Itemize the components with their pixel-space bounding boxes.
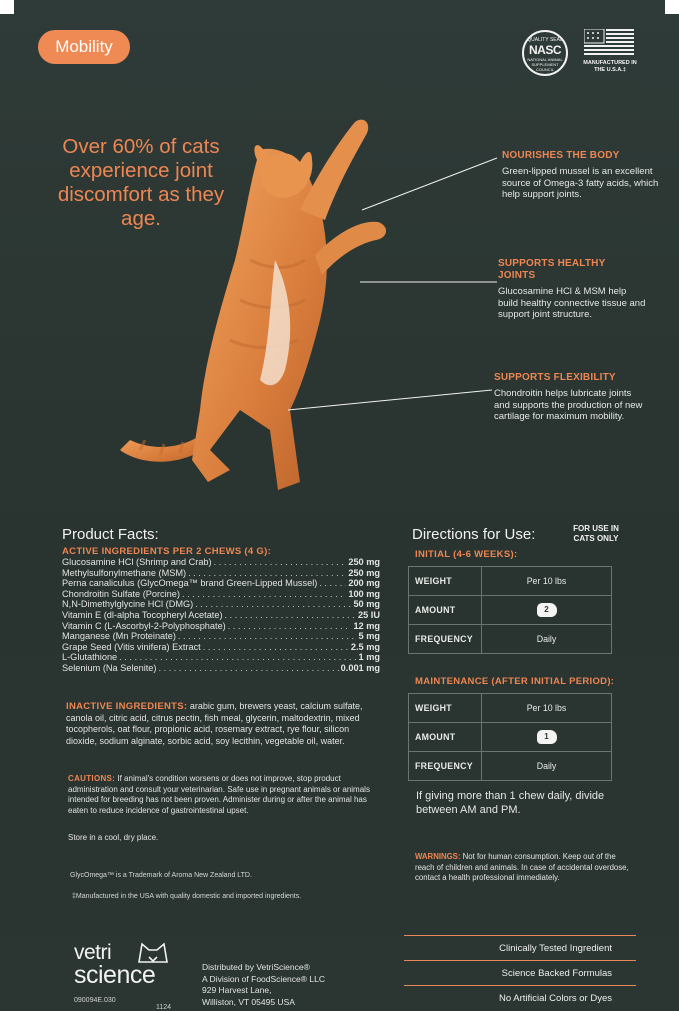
ingredient-amount: 2.5 mg xyxy=(350,641,380,652)
ingredient-row xyxy=(62,599,380,610)
ingredient-name: N,N-Dimethylglycine HCl (DMG) xyxy=(62,599,194,610)
ingredient-amount: 200 mg xyxy=(348,578,380,589)
ingredient-name: Selenium (Na Selenite) xyxy=(62,662,157,673)
directions-title: Directions for Use: xyxy=(412,526,536,543)
callout-nourishes xyxy=(502,150,662,201)
ingredient-row xyxy=(62,610,380,621)
headline: Over 60% of cats experience joint discomfort as they age. xyxy=(57,135,225,230)
claim-item: Clinically Tested Ingredient xyxy=(499,943,612,954)
ingredient-row xyxy=(62,642,380,653)
usa-flag-icon xyxy=(584,29,634,59)
weight-value: Per 10 lbs xyxy=(482,694,612,723)
callout-flexibility xyxy=(494,372,644,423)
leader-dots xyxy=(119,652,356,663)
dosage-note: If giving more than 1 chew daily, divide between AM and PM. xyxy=(416,790,605,816)
ingredient-name: Grape Seed (Vitis vinifera) Extract xyxy=(62,641,201,652)
table-row xyxy=(409,723,612,752)
ingredient-name: Chondroitin Sulfate (Porcine) xyxy=(62,588,180,599)
initial-dosage-table xyxy=(408,566,612,654)
leader-dots xyxy=(158,663,338,674)
product-code: 090094E.030 xyxy=(74,997,116,1004)
ingredient-name: Vitamin E (dl-alpha Tocopheryl Acetate) xyxy=(62,609,223,620)
table-row xyxy=(409,625,612,654)
ingredient-amount: 100 mg xyxy=(348,588,380,599)
ingredient-name: Vitamin C (L-Ascorbyl-2-Polyphosphate) xyxy=(62,620,226,631)
claim-item: Science Backed Formulas xyxy=(501,968,612,979)
callout-title: SUPPORTS HEALTHY JOINTS xyxy=(498,258,606,281)
cautions xyxy=(68,774,373,816)
logo-word-vetri: vetri xyxy=(74,941,112,964)
amount-value xyxy=(482,596,612,625)
ingredient-amount: 25 IU xyxy=(358,609,380,620)
storage-note: Store in a cool, dry place. xyxy=(68,833,159,842)
callout-title: NOURISHES THE BODY xyxy=(502,150,620,161)
table-row xyxy=(409,567,612,596)
cat-head-icon xyxy=(136,940,170,966)
callout-healthy-joints xyxy=(498,258,648,321)
mobility-badge: Mobility xyxy=(38,30,130,64)
ingredient-row xyxy=(62,589,380,600)
inactive-ingredients xyxy=(66,701,376,747)
ingredient-row xyxy=(62,663,380,674)
ingredient-amount: 12 mg xyxy=(353,620,380,631)
maintenance-dosage-table xyxy=(408,693,612,781)
weight-label: WEIGHT xyxy=(409,567,482,596)
amount-label: AMOUNT xyxy=(409,596,482,625)
ingredient-amount: 50 mg xyxy=(353,599,380,610)
distributor-address xyxy=(202,962,325,1008)
leader-dots xyxy=(214,557,347,568)
table-row xyxy=(409,752,612,781)
ingredient-list xyxy=(62,557,380,674)
amount-value xyxy=(482,723,612,752)
inactive-text: arabic gum, brewers yeast, calcium sulfate, canola oil, citric acid, citrus pectin, fish meal, glycerin, maltodextrin, mixed tocopherols, oat flour, propionic acid, rosemary extract, rye flour, silicon dioxide, sodium alginate, sorbic acid, soy lecithin, vegetable oil, water. xyxy=(66,701,363,746)
ingredient-name: Manganese (Mn Proteinate) xyxy=(62,631,176,642)
initial-heading: INITIAL (4-6 WEEKS): xyxy=(415,549,518,560)
ingredient-name: Glucosamine HCl (Shrimp and Crab) xyxy=(62,557,212,567)
claim-item: No Artificial Colors or Dyes xyxy=(499,993,612,1004)
seal-name: NASC xyxy=(528,43,561,57)
seal-top-text: QUALITY SEAL xyxy=(527,37,563,43)
manufactured-note: ‡Manufactured in the USA with quality domestic and imported ingredients. xyxy=(72,893,302,900)
ingredient-row xyxy=(62,568,380,579)
maintenance-heading: MAINTENANCE (AFTER INITIAL PERIOD): xyxy=(415,676,615,687)
logo-word-science: science xyxy=(74,961,156,989)
bag-notch-right xyxy=(665,0,679,14)
product-code-2: 1124 xyxy=(156,1004,172,1011)
ingredient-name: Perna canaliculus (GlycOmega™ brand Green-Lipped Mussel) xyxy=(62,578,318,589)
frequency-label: FREQUENCY xyxy=(409,625,482,654)
nasc-quality-seal xyxy=(522,30,568,76)
amount-label: AMOUNT xyxy=(409,723,482,752)
distributor-line: 929 Harvest Lane, xyxy=(202,985,272,996)
leader-dots xyxy=(178,631,357,642)
callout-text: Chondroitin helps lubricate joints and supports the production of new cartilage for maximum mobility. xyxy=(494,388,643,422)
ingredient-amount: 250 mg xyxy=(348,567,380,578)
product-facts-title: Product Facts: xyxy=(62,526,159,543)
made-in-usa-label: MANUFACTURED IN THE U.S.A.‡ xyxy=(583,60,637,73)
ingredient-row xyxy=(62,652,380,663)
warnings xyxy=(415,852,635,884)
distributor-line: A Division of FoodScience® LLC xyxy=(202,973,325,984)
distributor-line: Williston, VT 05495 USA xyxy=(202,996,295,1007)
ingredient-amount: 0.001 mg xyxy=(340,662,380,673)
active-ingredients-heading: ACTIVE INGREDIENTS PER 2 CHEWS (4 G): xyxy=(62,546,272,557)
leader-dots xyxy=(188,568,346,579)
chew-icon: 2 xyxy=(537,603,557,617)
active-ingredients xyxy=(62,546,380,674)
weight-value: Per 10 lbs xyxy=(482,567,612,596)
leader-dots xyxy=(195,599,351,610)
callout-text: Green-lipped mussel is an excellent source of Omega-3 fatty acids, which help support joints. xyxy=(502,166,659,200)
leader-dots xyxy=(228,621,352,632)
inactive-heading: INACTIVE INGREDIENTS: xyxy=(66,701,188,712)
ingredient-row xyxy=(62,578,380,589)
frequency-value: Daily xyxy=(482,752,612,781)
cautions-heading: CAUTIONS: xyxy=(68,774,116,783)
ingredient-row xyxy=(62,621,380,632)
callout-title: SUPPORTS FLEXIBILITY xyxy=(494,372,616,383)
vetriscience-logo xyxy=(74,942,184,987)
jumping-cat-image xyxy=(100,110,420,510)
frequency-value: Daily xyxy=(482,625,612,654)
frequency-label: FREQUENCY xyxy=(409,752,482,781)
ingredient-amount: 250 mg xyxy=(348,557,380,567)
table-row xyxy=(409,596,612,625)
leader-dots xyxy=(319,578,346,589)
callout-text: Glucosamine HCl & MSM help build healthy connective tissue and support joint structure. xyxy=(498,286,646,320)
distributor-line: Distributed by VetriScience® xyxy=(202,962,310,972)
ingredient-name: L-Glutathione xyxy=(62,652,118,663)
seal-bottom-text: NATIONAL ANIMAL SUPPLEMENT COUNCIL xyxy=(527,57,563,72)
ingredient-row xyxy=(62,631,380,642)
ingredient-amount: 1 mg xyxy=(358,652,380,663)
ingredient-row xyxy=(62,557,380,568)
claims-list xyxy=(404,935,636,1010)
trademark-note: GlycOmega™ is a Trademark of Aroma New Zealand LTD. xyxy=(70,872,252,879)
chew-icon: 1 xyxy=(537,730,557,744)
warnings-text: Not for human consumption. Keep out of the reach of children and animals. In case of accidental overdose, contact a health professional immediately. xyxy=(415,852,629,882)
bag-notch-left xyxy=(0,0,14,14)
table-row xyxy=(409,694,612,723)
leader-dots xyxy=(182,589,346,600)
for-use-in-cats-only: FOR USE IN CATS ONLY xyxy=(573,524,619,543)
ingredient-name: Methylsulfonylmethane (MSM) xyxy=(62,567,187,578)
leader-dots xyxy=(225,610,357,621)
weight-label: WEIGHT xyxy=(409,694,482,723)
ingredient-amount: 5 mg xyxy=(358,631,380,642)
leader-dots xyxy=(203,642,349,653)
warnings-heading: WARNINGS: xyxy=(415,852,461,861)
cautions-text: If animal's condition worsens or does not improve, stop product administration and consult your veterinarian. Safe use in pregnant animals or animals intended for breeding has not been proven. Administer during or after the animal has eaten to reduce incidence of gastrointestinal upset. xyxy=(68,774,370,815)
